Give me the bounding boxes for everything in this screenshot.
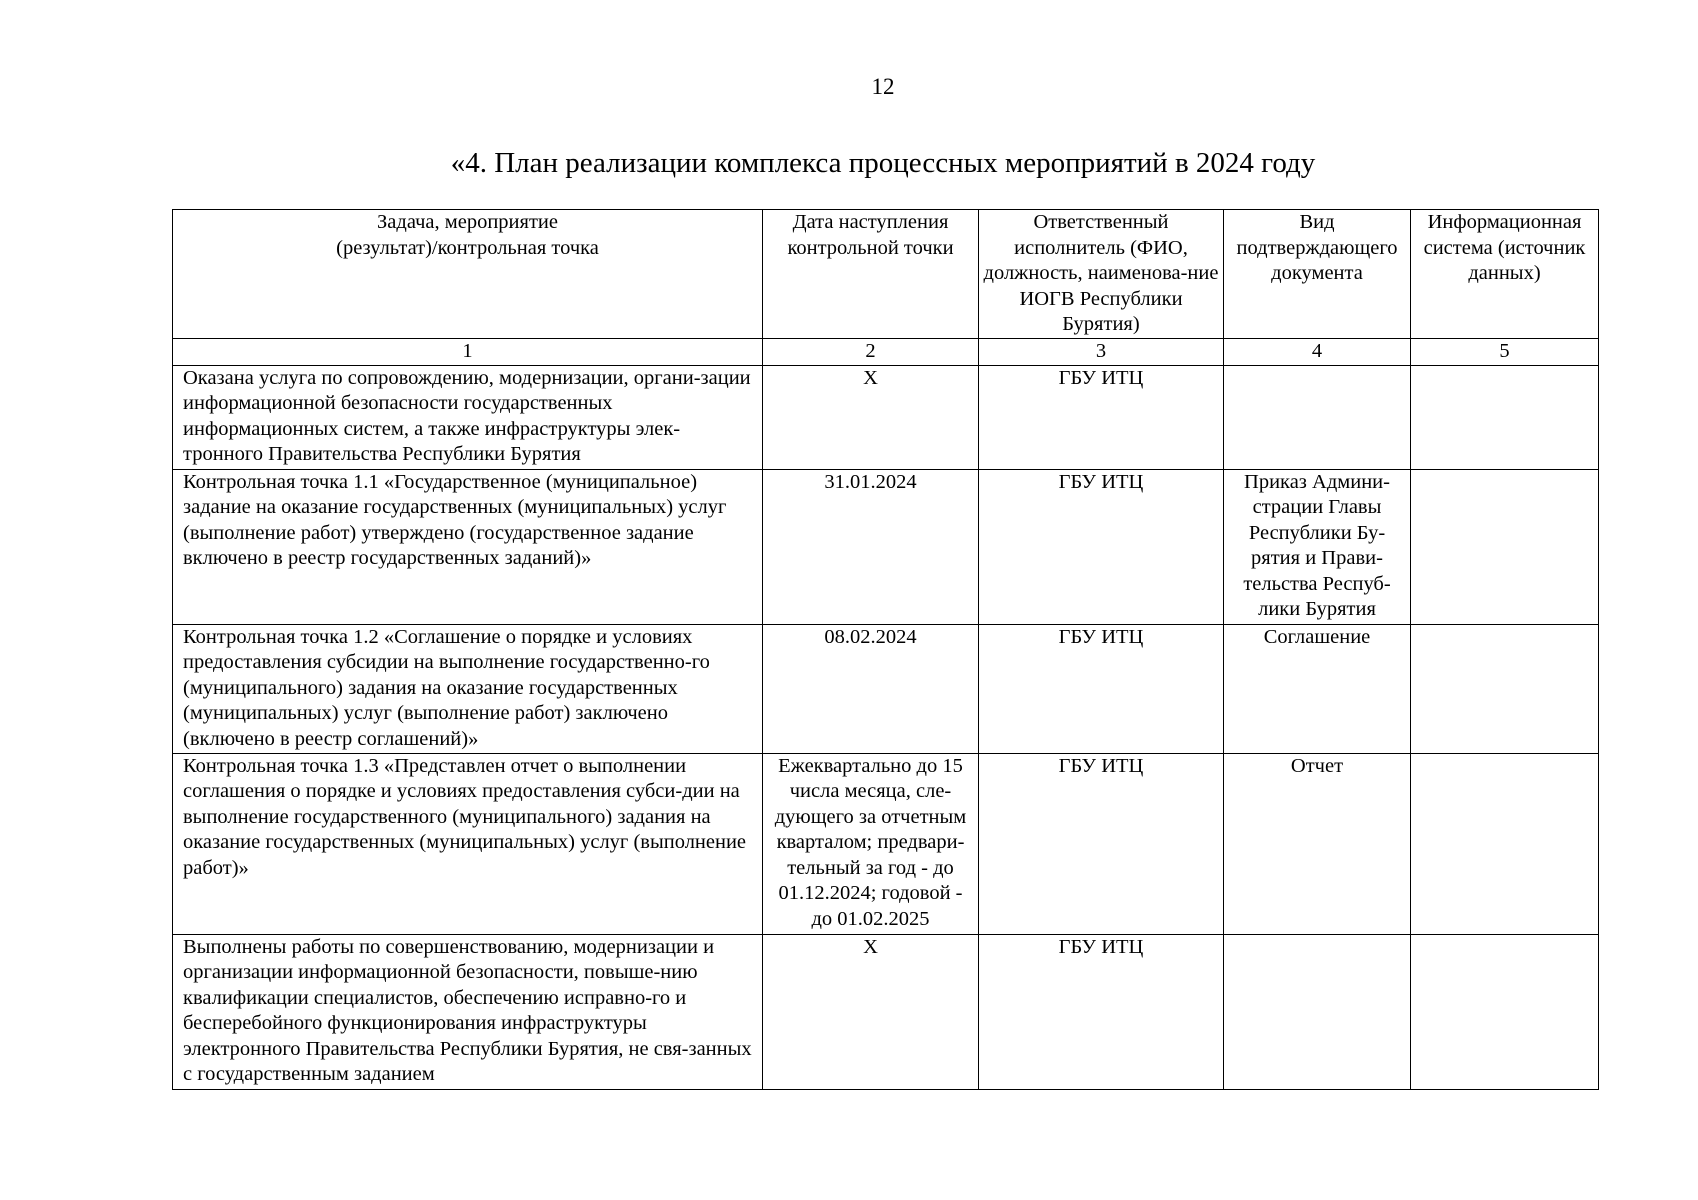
table-row bbox=[173, 753, 1599, 934]
executor-cell: ГБУ ИТЦ bbox=[979, 753, 1224, 934]
column-number-4: 4 bbox=[1224, 339, 1411, 366]
table-row bbox=[173, 624, 1599, 753]
executor-cell: ГБУ ИТЦ bbox=[979, 365, 1224, 469]
column-number-2: 2 bbox=[763, 339, 979, 366]
page-number: 12 bbox=[871, 74, 895, 99]
column-number-3: 3 bbox=[979, 339, 1224, 366]
header-system: Информационная система (источник данных) bbox=[1411, 210, 1599, 339]
date-cell: Х bbox=[763, 934, 979, 1089]
header-task: Задача, мероприятие (результат)/контрольная точка bbox=[173, 210, 763, 339]
date-cell: Ежеквартально до 15 числа месяца, сле-дующего за отчетным кварталом; предвари-тельный за год - до 01.12.2024; годовой - до 01.02.2025 bbox=[763, 753, 979, 934]
task-cell: Контрольная точка 1.2 «Соглашение о порядке и условиях предоставления субсидии на выполнение государственно-го (муниципального) задания на оказание государственных (муниципальных) услуг (выполнение работ) заключено (включено в реестр соглашений)» bbox=[173, 624, 763, 753]
date-cell: Х bbox=[763, 365, 979, 469]
system-cell bbox=[1411, 624, 1599, 753]
document-cell bbox=[1224, 934, 1411, 1089]
task-cell: Контрольная точка 1.3 «Представлен отчет о выполнении соглашения о порядке и условиях предоставления субси-дии на выполнение государственного (муниципального) задания на оказание государственных (муниципальных) услуг (выполнение работ)» bbox=[173, 753, 763, 934]
document-cell: Соглашение bbox=[1224, 624, 1411, 753]
executor-cell: ГБУ ИТЦ bbox=[979, 934, 1224, 1089]
system-cell bbox=[1411, 753, 1599, 934]
system-cell bbox=[1411, 469, 1599, 624]
plan-table bbox=[172, 209, 1599, 1090]
system-cell bbox=[1411, 365, 1599, 469]
document-title: «4. План реализации комплекса процессных мероприятий в 2024 году bbox=[450, 147, 1316, 179]
header-date: Дата наступления контрольной точки bbox=[763, 210, 979, 339]
header-document: Вид подтверждающего документа bbox=[1224, 210, 1411, 339]
table-row bbox=[173, 469, 1599, 624]
executor-cell: ГБУ ИТЦ bbox=[979, 469, 1224, 624]
column-number-1: 1 bbox=[173, 339, 763, 366]
table-row bbox=[173, 365, 1599, 469]
document-cell: Отчет bbox=[1224, 753, 1411, 934]
column-number-5: 5 bbox=[1411, 339, 1599, 366]
date-cell: 08.02.2024 bbox=[763, 624, 979, 753]
date-cell: 31.01.2024 bbox=[763, 469, 979, 624]
header-executor: Ответственный исполнитель (ФИО, должность, наименова-ние ИОГВ Республики Бурятия) bbox=[979, 210, 1224, 339]
table-row bbox=[173, 934, 1599, 1089]
document-cell bbox=[1224, 365, 1411, 469]
executor-cell: ГБУ ИТЦ bbox=[979, 624, 1224, 753]
system-cell bbox=[1411, 934, 1599, 1089]
document-cell: Приказ Админи-страции Главы Республики Бу-рятия и Прави-тельства Респуб-лики Бурятия bbox=[1224, 469, 1411, 624]
task-cell: Оказана услуга по сопровождению, модернизации, органи-зации информационной безопасности государственных информационных систем, а также инфраструктуры элек-тронного Правительства Республики Бурятия bbox=[173, 365, 763, 469]
task-cell: Контрольная точка 1.1 «Государственное (муниципальное) задание на оказание государственных (муниципальных) услуг (выполнение работ) утверждено (государственное задание включено в реестр государственных заданий)» bbox=[173, 469, 763, 624]
task-cell: Выполнены работы по совершенствованию, модернизации и организации информационной безопасности, повыше-нию квалификации специалистов, обеспечению исправно-го и бесперебойного функционирования инфраструктуры электронного Правительства Республики Бурятия, не свя-занных с государственным заданием bbox=[173, 934, 763, 1089]
